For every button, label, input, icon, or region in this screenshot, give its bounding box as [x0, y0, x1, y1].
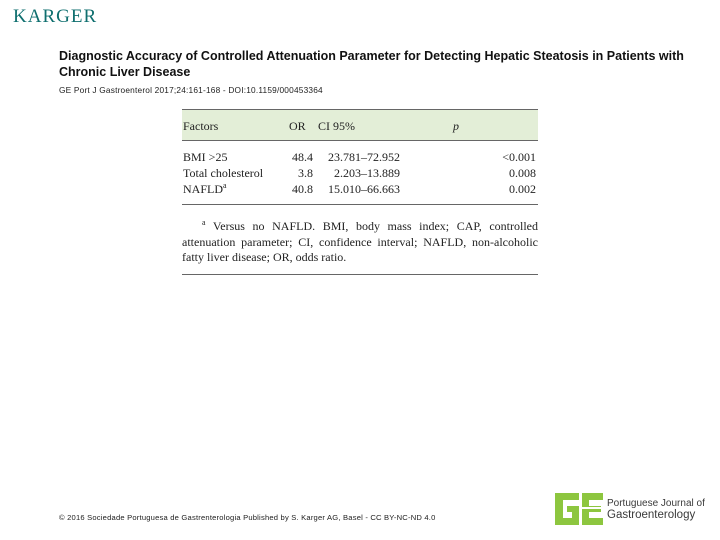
cell-ci: 15.010–66.663: [328, 182, 400, 196]
header-ci: CI 95%: [318, 119, 355, 133]
cell-factor: [183, 182, 227, 197]
factor-text: NAFLD: [183, 182, 224, 196]
results-table: [182, 109, 538, 275]
table-body: [182, 141, 538, 205]
cell-ci: 23.781–72.952: [328, 150, 400, 164]
table-header: [182, 109, 538, 141]
copyright-notice: © 2016 Sociedade Portuguesa de Gastrenterologia Published by S. Karger AG, Basel - CC BY-NC-ND 4.0: [59, 513, 436, 522]
cell-factor: [183, 166, 263, 181]
page-title: Diagnostic Accuracy of Controlled Attenuation Parameter for Detecting Hepatic Steatosis in Patients with Chronic Liver Disease: [59, 49, 684, 79]
cell-p: <0.001: [502, 150, 536, 164]
table-footnote: [182, 205, 538, 275]
cell-p: 0.008: [509, 166, 536, 180]
footnote-marker: a: [202, 218, 206, 227]
cell-factor: [183, 150, 227, 165]
journal-name-line2: Gastroenterology: [607, 509, 696, 521]
header-or: OR: [289, 119, 306, 133]
factor-text: BMI >25: [183, 150, 228, 164]
table-row: [182, 182, 538, 198]
cell-or: 48.4: [292, 150, 313, 164]
cell-or: 3.8: [298, 166, 313, 180]
header-p: p: [453, 119, 459, 133]
footnote-text: Versus no NAFLD. BMI, body mass index; CAP, controlled attenuation parameter; CI, confidence interval; NAFLD, non-alcoholic fatty liver disease; OR, odds ratio.: [182, 219, 538, 264]
karger-logo: KARGER: [13, 6, 98, 27]
header-factors: Factors: [183, 119, 219, 133]
cell-ci: 2.203–13.889: [334, 166, 400, 180]
cell-or: 40.8: [292, 182, 313, 196]
citation: GE Port J Gastroenterol 2017;24:161-168 - DOI:10.1159/000453364: [59, 85, 323, 95]
factor-text: Total cholesterol: [183, 166, 264, 180]
factor-superscript: a: [223, 181, 227, 190]
cell-p: 0.002: [509, 182, 536, 196]
journal-name: [607, 498, 705, 522]
journal-name-line1: Portuguese Journal of: [607, 498, 705, 509]
table-row: [182, 150, 538, 166]
table-row: [182, 166, 538, 182]
